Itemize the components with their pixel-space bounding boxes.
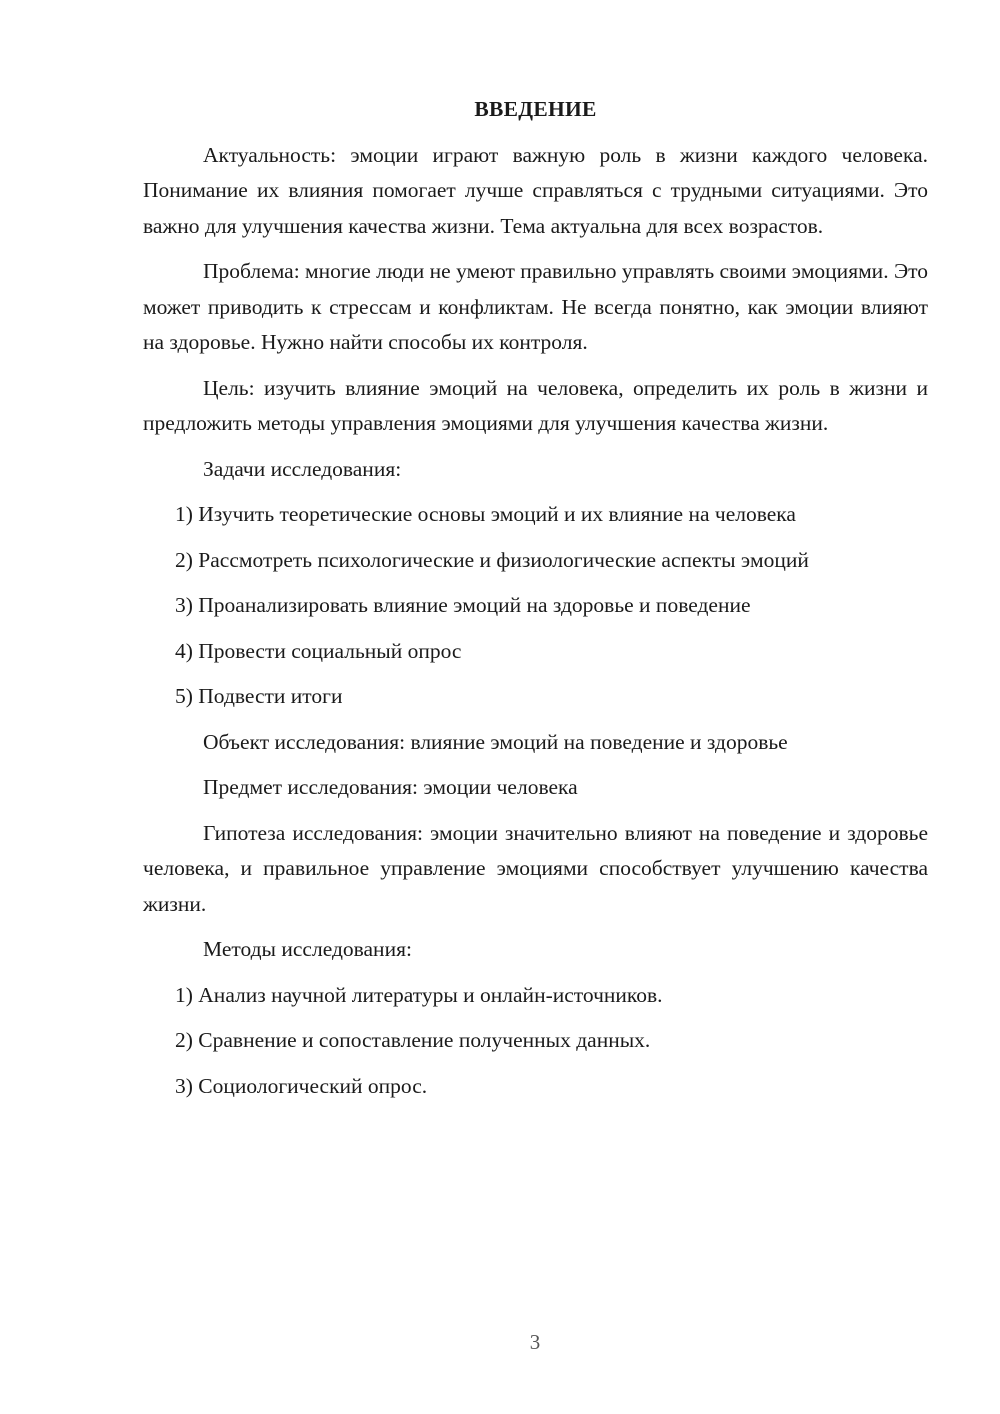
methods-list [143,978,928,1105]
list-item: 3) Проанализировать влияние эмоций на здоровье и поведение [175,593,751,617]
relevance-paragraph: Актуальность: эмоции играют важную роль в жизни каждого человека. Понимание их влияния помогает лучше справляться с трудными ситуациями. Это важно для улучшения качества жизни. Тема актуальна для всех возрастов. [143,142,928,238]
list-item: 4) Провести социальный опрос [175,638,462,663]
research-subject: Предмет исследования: эмоции человека [203,775,578,799]
list-item: 3) Социологический опрос. [175,1073,428,1098]
hypothesis-paragraph: Гипотеза исследования: эмоции значительно влияют на поведение и здоровье человека, и правильное управление эмоциями способствует улучшению качества жизни. [143,820,928,916]
tasks-list [143,497,928,715]
goal-paragraph: Цель: изучить влияние эмоций на человека, определить их роль в жизни и предложить методы управления эмоциями для улучшения качества жизни. [143,375,928,435]
list-item: 5) Подвести итоги [175,684,343,708]
methods-label: Методы исследования: [203,937,412,961]
list-item: 1) Изучить теоретические основы эмоций и их влияние на человека [175,502,796,526]
list-item: 1) Анализ научной литературы и онлайн-источников. [175,982,663,1007]
document-page [143,92,928,1114]
problem-paragraph: Проблема: многие люди не умеют правильно управлять своими эмоциями. Это может приводить к стрессам и конфликтам. Не всегда понятно, как эмоции влияют на здоровье. Нужно найти способы их контроля. [143,259,928,354]
list-item: 2) Рассмотреть психологические и физиологические аспекты эмоций [175,547,809,572]
list-item: 2) Сравнение и сопоставление полученных данных. [175,1028,651,1052]
page-number: 3 [529,1330,541,1354]
page-title: ВВЕДЕНИЕ [474,97,597,121]
research-object: Объект исследования: влияние эмоций на поведение и здоровье [203,729,788,754]
tasks-label: Задачи исследования: [203,456,402,481]
